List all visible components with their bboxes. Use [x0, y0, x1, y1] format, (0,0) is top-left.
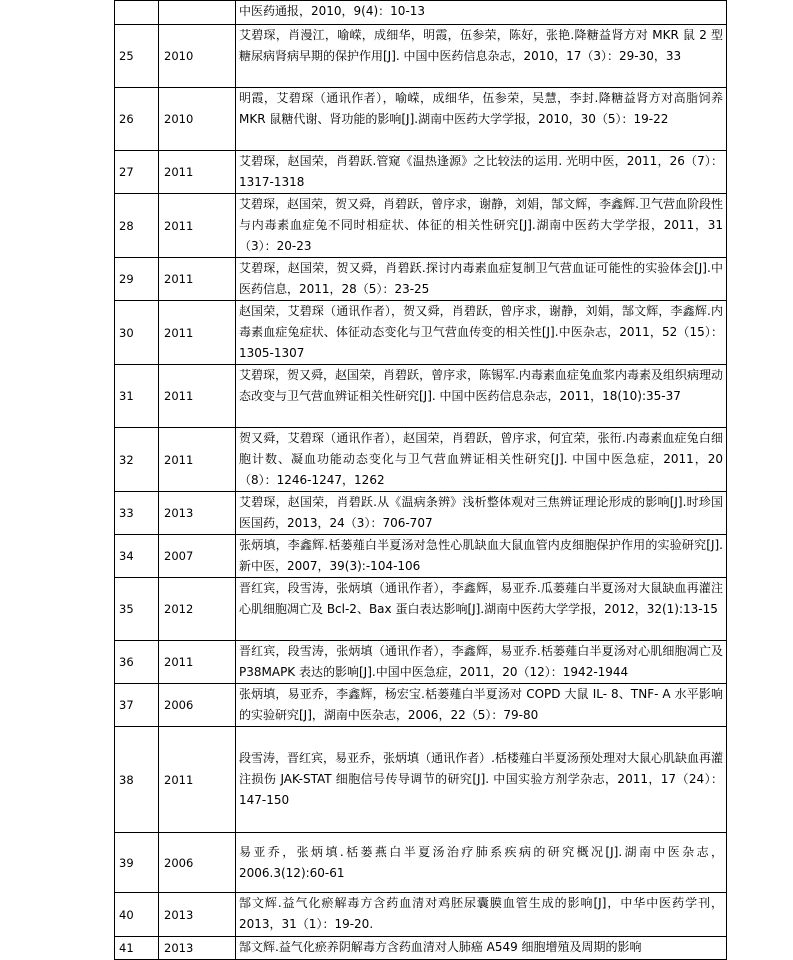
- reference-cell: 明霞，艾碧琛（通讯作者），喻嵘，成细华，伍参荣，吴慧，李封.降糖益肾方对高脂饲养 MKR 鼠糖代谢、肾功能的影响[J].湖南中医药大学学报，2010，30（5）：19-22: [236, 88, 727, 151]
- row-number-cell: 32: [115, 428, 159, 492]
- row-number-cell: 34: [115, 535, 159, 578]
- table-row: [115, 258, 727, 301]
- table-row: [115, 833, 727, 893]
- year-cell: 2011: [159, 641, 236, 684]
- year-cell: 2013: [159, 937, 236, 960]
- year-cell: 2011: [159, 258, 236, 301]
- reference-cell: 赵国荣，艾碧琛（通讯作者），贺又舜，肖碧跃，曾序求，谢静，刘娟，郜文辉，李鑫辉.内毒素血症兔症状、体征动态变化与卫气营血传变的相关性[J].中医杂志，2011，52（15）：1305-1307: [236, 301, 727, 365]
- reference-cell: 艾碧琛，肖漫江，喻嵘，成细华，明霞，伍参荣，陈好，张艳.降糖益肾方对 MKR 鼠 2 型糖尿病肾病早期的保护作用[J]. 中国中医药信息杂志，2010，17（3）：29-30，33: [236, 25, 727, 88]
- year-cell: 2011: [159, 151, 236, 194]
- row-number-cell: 33: [115, 492, 159, 535]
- year-cell: 2006: [159, 684, 236, 727]
- reference-cell: 艾碧琛，赵国荣，贺又舜，肖碧跃.探讨内毒素血症复制卫气营血证可能性的实验体会[J].中医药信息，2011，28（5）：23-25: [236, 258, 727, 301]
- row-number-cell: 28: [115, 194, 159, 258]
- table-row: [115, 684, 727, 727]
- row-number-cell: 38: [115, 727, 159, 833]
- reference-cell: 郜文辉.益气化瘀解毒方含药血清对鸡胚尿囊膜血管生成的影响[J]，中华中医药学刊，2013，31（1）：19-20.: [236, 893, 727, 937]
- table-row: [115, 727, 727, 833]
- table-row: [115, 535, 727, 578]
- year-cell: 2013: [159, 492, 236, 535]
- reference-cell: 郜文辉.益气化瘀养阴解毒方含药血清对人肺癌 A549 细胞增殖及周期的影响: [236, 937, 727, 960]
- reference-cell: 张炳填，易亚乔，李鑫辉，杨宏宝.栝蒌薤白半夏汤对 COPD 大鼠 IL- 8、TNF- A 水平影响的实验研究[J]，湖南中医杂志，2006，22（5）：79-80: [236, 684, 727, 727]
- year-cell: 2011: [159, 727, 236, 833]
- table-row: [115, 365, 727, 428]
- reference-cell: 艾碧琛，贺又舜，赵国荣，肖碧跃，曾序求，陈锡军.内毒素血症兔血浆内毒素及组织病理动态改变与卫气营血辨证相关性研究[J]. 中国中医药信息杂志，2011，18(10):35-37: [236, 365, 727, 428]
- year-cell: 2012: [159, 578, 236, 641]
- reference-cell: 晋红宾，段雪涛，张炳填（通讯作者），李鑫辉，易亚乔.栝蒌薤白半夏汤对心肌细胞凋亡及 P38MAPK 表达的影响[J].中国中医急症，2011，20（12）：1942-1944: [236, 641, 727, 684]
- row-number-cell: 31: [115, 365, 159, 428]
- table-row: [115, 301, 727, 365]
- year-cell: 2011: [159, 428, 236, 492]
- reference-cell: 张炳填，李鑫辉.栝蒌薤白半夏汤对急性心肌缺血大鼠血管内皮细胞保护作用的实验研究[J].新中医，2007，39(3):-104-106: [236, 535, 727, 578]
- year-cell: 2013: [159, 893, 236, 937]
- row-number-cell: 41: [115, 937, 159, 960]
- reference-cell: 易亚乔，张炳填.栝蒌燕白半夏汤治疗肺系疾病的研究概况[J].湖南中医杂志，2006.3(12):60-61: [236, 833, 727, 893]
- row-number-cell: 25: [115, 25, 159, 88]
- year-cell: 2010: [159, 25, 236, 88]
- row-number-cell: 30: [115, 301, 159, 365]
- table-row: [115, 428, 727, 492]
- row-number-cell: 40: [115, 893, 159, 937]
- table-row: [115, 893, 727, 937]
- year-cell: 2011: [159, 194, 236, 258]
- reference-cell: 艾碧琛，赵国荣，贺又舜，肖碧跃，曾序求，谢静，刘娟，郜文辉，李鑫辉.卫气营血阶段性与内毒素血症兔不同时相症状、体征的相关性研究[J].湖南中医药大学学报，2011，31（3）：20-23: [236, 194, 727, 258]
- row-number-cell: [115, 1, 159, 25]
- reference-cell: 艾碧琛，赵国荣，肖碧跃.从《温病条辨》浅析整体观对三焦辨证理论形成的影响[J].时珍国医国药，2013，24（3）：706-707: [236, 492, 727, 535]
- row-number-cell: 29: [115, 258, 159, 301]
- table-row: [115, 151, 727, 194]
- reference-table: [114, 0, 727, 960]
- year-cell: 2007: [159, 535, 236, 578]
- table-row: [115, 492, 727, 535]
- row-number-cell: 37: [115, 684, 159, 727]
- reference-cell: 艾碧琛，赵国荣，肖碧跃.管窥《温热逢源》之比较法的运用. 光明中医，2011，26（7）：1317-1318: [236, 151, 727, 194]
- row-number-cell: 39: [115, 833, 159, 893]
- table-row: [115, 578, 727, 641]
- table-row: [115, 88, 727, 151]
- row-number-cell: 26: [115, 88, 159, 151]
- row-number-cell: 27: [115, 151, 159, 194]
- year-cell: 2010: [159, 88, 236, 151]
- table-row: [115, 641, 727, 684]
- reference-cell: 中医药通报，2010，9(4)：10-13: [236, 1, 727, 25]
- table-row: [115, 25, 727, 88]
- year-cell: 2011: [159, 365, 236, 428]
- row-number-cell: 36: [115, 641, 159, 684]
- reference-cell: 晋红宾，段雪涛，张炳填（通讯作者），李鑫辉，易亚乔.瓜蒌薤白半夏汤对大鼠缺血再灌注心肌细胞凋亡及 Bcl-2、Bax 蛋白表达影响[J].湖南中医药大学学报，2012，32(1):13-15: [236, 578, 727, 641]
- table-row: [115, 194, 727, 258]
- table-row: [115, 1, 727, 25]
- year-cell: 2006: [159, 833, 236, 893]
- table-row: [115, 937, 727, 960]
- reference-cell: 贺又舜，艾碧琛（通讯作者），赵国荣，肖碧跃，曾序求，何宜荣，张衎.内毒素血症兔白细胞计数、凝血功能动态变化与卫气营血辨证相关性研究[J]. 中国中医急症，2011，20（8）：1246-1247，1262: [236, 428, 727, 492]
- reference-cell: 段雪涛，晋红宾，易亚乔，张炳填（通讯作者）.栝楼薤白半夏汤预处理对大鼠心肌缺血再灌注损伤 JAK-STAT 细胞信号传导调节的研究[J]. 中国实验方剂学杂志，2011，17（24）：147-150: [236, 727, 727, 833]
- year-cell: 2011: [159, 301, 236, 365]
- row-number-cell: 35: [115, 578, 159, 641]
- year-cell: [159, 1, 236, 25]
